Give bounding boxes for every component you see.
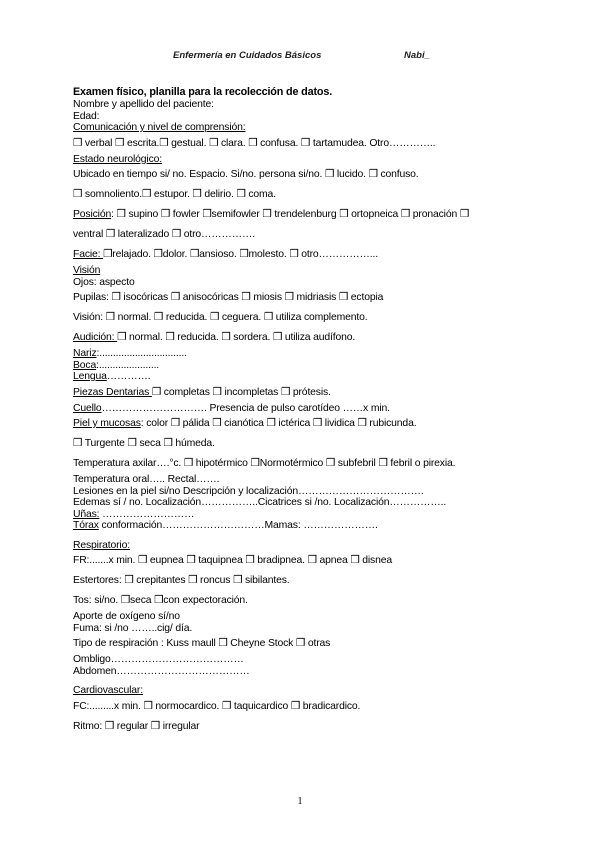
form-title: Examen físico, planilla para la recolección de datos. [73, 86, 333, 98]
ritmo-options: Ritmo: ❒ regular ❒ irregular [73, 720, 200, 732]
section-respiratorio: Respiratorio: [73, 539, 130, 551]
section-cuello: Cuello [73, 402, 102, 414]
temp-axilar: Temperatura axilar….°c. ❒ hipotérmico ❒Normotérmico ❒ subfebril ❒ febril o pirexia. [73, 458, 456, 469]
posicion-line-1 [73, 205, 543, 225]
lesiones-line: Lesiones en la piel si/no Descripción y localización………………………………. [73, 485, 424, 497]
exam-form [73, 86, 543, 737]
field-edad: Edad: [73, 110, 100, 122]
section-piel-mucosas: Piel y mucosas [73, 418, 141, 429]
piezas-line [73, 383, 543, 403]
abdomen-line: Abdomen………………………………… [73, 665, 250, 677]
facie-options: ❒relajado. ❒dolor. ❒ansioso. ❒molesto. ❒ otro……………... [103, 249, 378, 260]
unas-line [73, 509, 543, 521]
page-number: 1 [297, 796, 303, 807]
section-lengua: Lengua [73, 371, 107, 382]
boca-fill: :...................... [96, 359, 160, 371]
cuello-line [73, 403, 543, 415]
torax-line [73, 520, 543, 532]
section-torax: Tórax [73, 520, 99, 531]
unas-fill: ……………………… [99, 508, 195, 520]
section-audicion: Audición: [73, 332, 118, 343]
fuma-line: Fuma: si /no ……..cig/ día. [73, 622, 193, 634]
lengua-line [73, 371, 543, 383]
nariz-fill: :................................ [96, 348, 187, 359]
piel-options: : color ❒ pálida ❒ cianótica ❒ ictérica ❒ lividica ❒ rubicunda. [140, 418, 417, 429]
section-unas: Uñas: [73, 508, 100, 520]
header-course-title: Enfermería en Cuidados Básicos [173, 50, 322, 61]
lengua-fill: …………. [106, 371, 151, 382]
ombligo-line: Ombligo………………………………… [73, 654, 244, 665]
vision-options: Visión: ❒ normal. ❒ reducida. ❒ ceguera. ❒ utiliza complemento. [73, 312, 368, 323]
neuro-consciousness: ❒ somnoliento.❒ estupor. ❒ delirio. ❒ coma. [73, 189, 276, 200]
posicion-line-2: ventral ❒ lateralizado ❒ otro……………. [73, 229, 255, 240]
fc-options: FC:.........x min. ❒ normocardico. ❒ taquicardico ❒ bradicardico. [73, 700, 361, 712]
neuro-orientation: Ubicado en tiempo si/ no. Espacio. Si/no. persona si/no. ❒ lucido. ❒ confuso. [73, 169, 419, 180]
oxigeno-line: Aporte de oxígeno sí/no [73, 611, 180, 622]
piezas-options: ❒ completas ❒ incompletas ❒ prótesis. [151, 386, 331, 398]
tos-options: Tos: si/no. ❒seca ❒con expectoración. [73, 595, 248, 606]
boca-line [73, 360, 543, 372]
section-boca: Boca [73, 359, 97, 371]
edemas-line: Edemas sí / no. Localización……………..Cicatrices si /no. Localización…………….. [73, 497, 447, 508]
audicion-options: ❒ normal. ❒ reducida. ❒ sordera. ❒ utiliza audífono. [117, 332, 356, 343]
field-nombre: Nombre y apellido del paciente: [73, 99, 214, 110]
temp-oral: Temperatura oral….. Rectal……. [73, 474, 220, 485]
nariz-line [73, 348, 543, 360]
cuello-fill: …………………………. Presencia de pulso carotídeo ……x min. [101, 402, 390, 414]
field-ojos: Ojos: aspecto [73, 276, 135, 288]
tipo-respiracion: Tipo de respiración : Kuss maull ❒ Cheyne Stock ❒ otras [73, 638, 331, 649]
pupilas-options: Pupilas: ❒ isocóricas ❒ anisocóricas ❒ miosis ❒ midriasis ❒ ectopia [73, 292, 384, 303]
torax-fill: conformación…………………………Mamas: …………………. [98, 520, 378, 531]
section-comunicacion: Comunicación y nivel de comprensión: [73, 122, 246, 133]
section-posicion: Posición [73, 209, 112, 220]
estertores-options: Estertores: ❒ crepitantes ❒ roncus ❒ sibilantes. [73, 575, 290, 586]
fr-options: FR:.......x min. ❒ eupnea ❒ taquipnea ❒ bradipnea. ❒ apnea ❒ disnea [73, 555, 392, 566]
section-nariz: Nariz [73, 348, 97, 359]
piel-line-1 [73, 414, 543, 434]
section-piezas-dentarias: Piezas Dentarias [73, 386, 152, 398]
facie-line [73, 245, 543, 265]
section-vision: Visión [73, 265, 101, 276]
spacer [73, 532, 543, 540]
piel-line-2: ❒ Turgente ❒ seca ❒ húmeda. [73, 438, 215, 449]
section-cardiovascular: Cardiovascular: [73, 685, 143, 696]
audicion-line [73, 328, 543, 348]
section-facie: Facie: [73, 249, 104, 260]
spacer [73, 677, 543, 685]
section-neurologico: Estado neurológico: [73, 153, 162, 165]
header-author: Nabi_ [404, 50, 430, 61]
posicion-options: : ❒ supino ❒ fowler ❒semifowler ❒ trendelenburg ❒ ortopneica ❒ pronación ❒ [111, 209, 469, 220]
comunicacion-options: ❒ verbal ❒ escrita.❒ gestual. ❒ clara. ❒ confusa. ❒ tartamudea. Otro………….. [73, 137, 436, 149]
